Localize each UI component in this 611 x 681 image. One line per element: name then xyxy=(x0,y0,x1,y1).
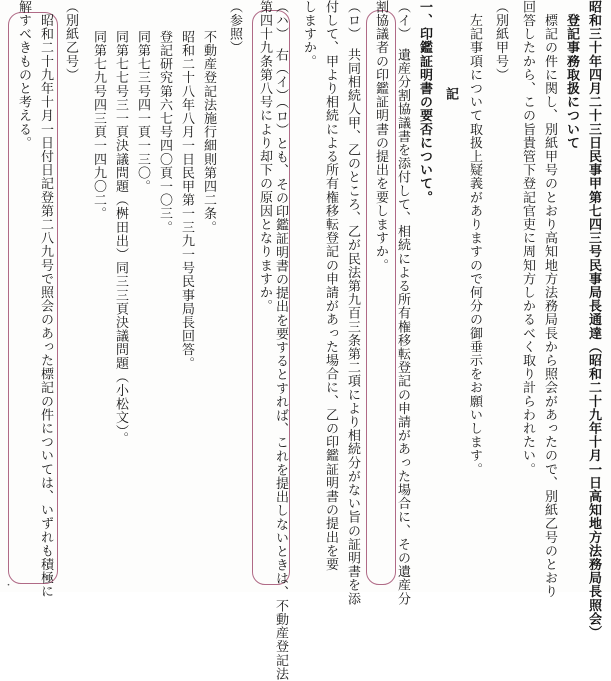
doc-line-21: 同第七七号三一頁決議問題（桝田出）同三三頁決議問題（小松文）。 xyxy=(113,30,128,446)
doc-line-2: 登記事務取扱について xyxy=(564,0,579,150)
doc-line-12: 付して、甲より相続による所有権移転登記の申請があった場合に、乙の印鑑証明書の提出を要 xyxy=(323,0,338,572)
doc-line-18: 昭和二十八年八月一日民甲第一三九一号民事局長回答。 xyxy=(179,30,194,370)
doc-line-22: 同第七九号四三頁一四九〇二。 xyxy=(91,30,106,221)
doc-line-19: 登記研究第六七号四〇頁一〇三。 xyxy=(157,30,172,234)
doc-line-6: 左記事項について取扱上疑義がありますので何分の御垂示をお願いします。 xyxy=(467,0,482,476)
doc-line-5: （別紙甲号） xyxy=(493,0,508,82)
doc-line-13: しますか。 xyxy=(301,0,316,68)
doc-line-10: 割協議者の印鑑証明書の提出を要しますか。 xyxy=(373,0,388,272)
doc-line-7: 記 xyxy=(443,60,458,101)
doc-line-14: （ハ） 右（イ）（ロ）とも、その印鑑証明書の提出を要するとすれば、これを提出しないときは、不動産登記法 xyxy=(273,0,288,681)
doc-line-25: 解すべきものと考える。 xyxy=(16,0,31,150)
doc-line-15: 第四十九条第八号により却下の原因となりますか。 xyxy=(257,0,272,313)
doc-line-8: 一、印鑑証明書の要否について。 xyxy=(417,0,432,204)
doc-line-1: 昭和三十年四月二十三日民事甲第七四三号民事局長通達（昭和二十九年十月一日高知地方法務局長照会） xyxy=(586,0,601,640)
doc-line-4: 回答したから、この旨貴管下登記官吏に周知方しかるべく取り計らわれたい。 xyxy=(520,0,535,476)
doc-line-17: 不動産登記法施行細則第四二条。 xyxy=(201,30,216,234)
doc-line-11: （ロ） 共同相続人甲、乙のところ、乙が民法第九百三条第二項により相続分がない旨の証明書を添 xyxy=(345,0,360,606)
doc-line-9: （イ） 遺産分割協議書を添付して、相続による所有権移転登記の申請があった場合に、その遺産分 xyxy=(395,0,410,606)
doc-line-23: （別紙乙号） xyxy=(63,0,78,82)
doc-line-3: 標記の件に関し、別紙甲号のとおり高知地方法務局長から照会があったので、別紙乙号のとおり xyxy=(542,0,557,599)
doc-line-24: 昭和二十九年十月一日付日記登第二八九号で照会のあった標記の件については、いずれも積極に xyxy=(38,0,53,599)
doc-line-16: （参照） xyxy=(227,0,242,55)
doc-line-20: 同第七三号四一頁一三〇。 xyxy=(135,30,150,194)
margin-mark: ・ xyxy=(4,581,14,591)
